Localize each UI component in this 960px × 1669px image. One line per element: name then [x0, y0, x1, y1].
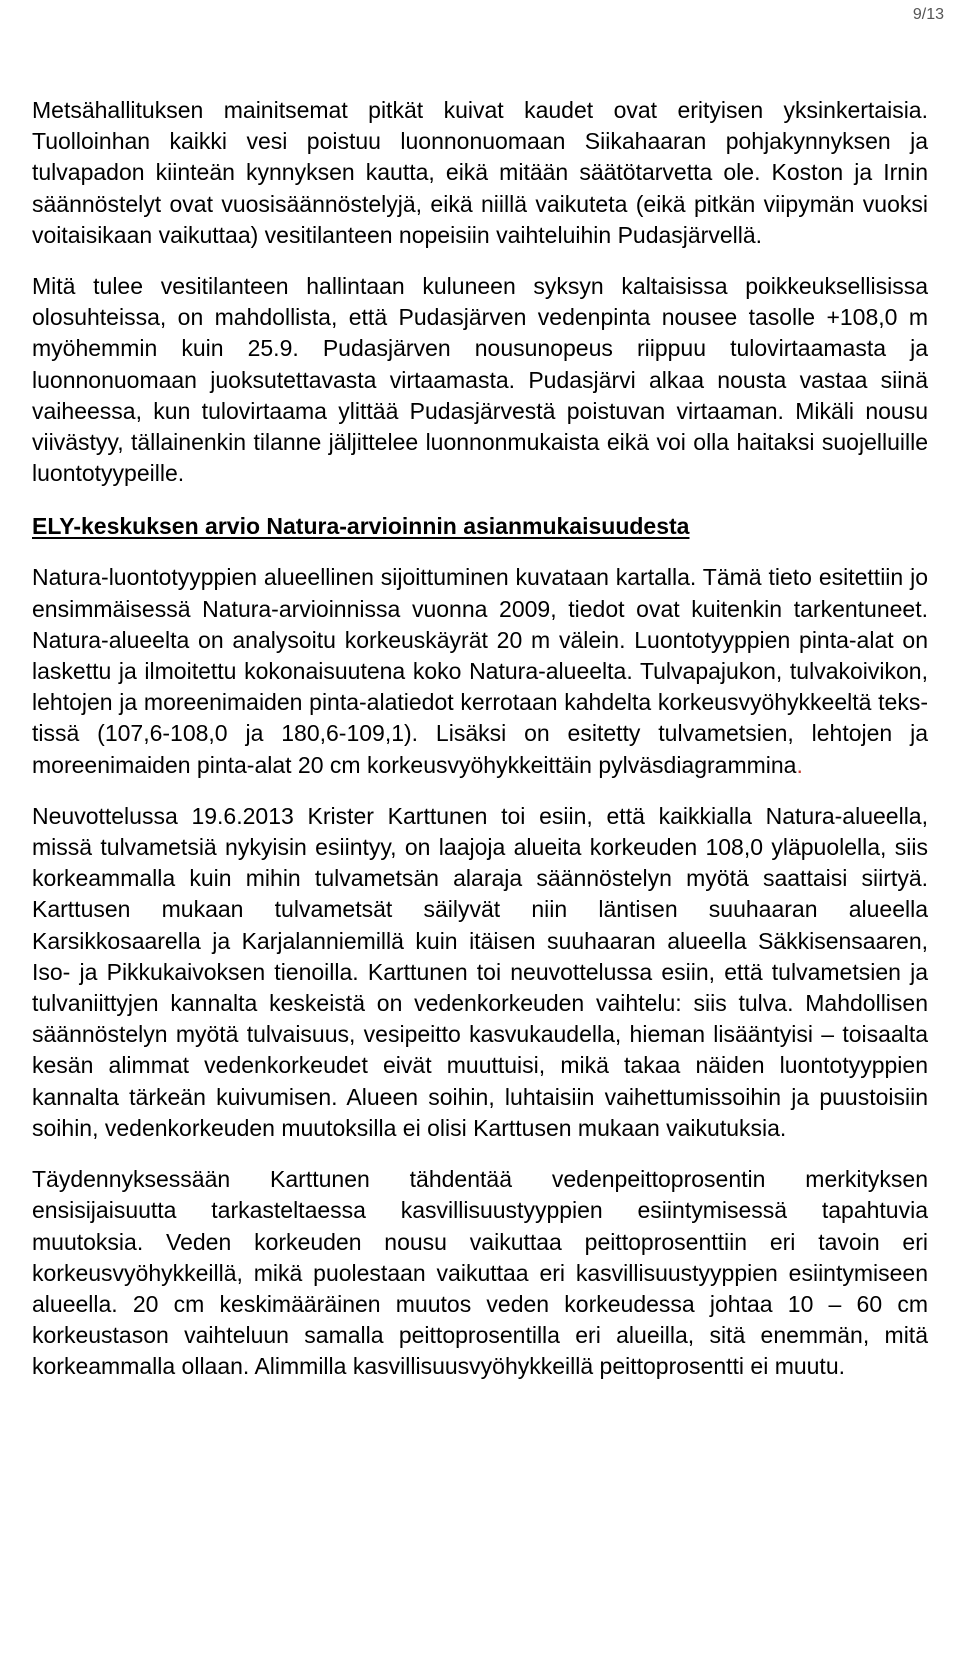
paragraph-dry-periods: Metsähallituksen mainitsemat pitkät kuivat kaudet ovat erityisen yksinkertaisia. Tuolloinhan kaikki vesi poistuu luonnonuomaan Siikahaaran pohjakynnyksen ja tulvapadon kiinteän kynnyksen kautta, eikä mitään säätötarvetta ole. Koston ja Irnin säännöstelyt ovat vuosisäännöstelyjä, eikä niillä vaikuteta (eikä pitkän viipymän vuoksi voitaisikaan vaikuttaa) vesitilanteen nopeisiin vaihteluihin Pudasjärvellä. — [32, 97, 928, 248]
paragraph-natura-habitats — [32, 562, 928, 780]
paragraph-natura-habitats-end: . — [796, 751, 803, 778]
paragraph-supplement: Täydennyksessään Karttunen tähdentää vedenpeittoprosentin merkityksen ensisijaisuutta tarkasteltaessa kasvillisuustyyppien esiintymisessä tapahtuvia muutoksia. Veden korkeuden nousu vaikuttaa peittoprosenttiin eri tavoin eri korkeusvyöhykkeillä, mikä puolestaan vaikuttaa eri kasvillisuustyyppien esiintymiseen alueella. 20 cm keskimääräinen muutos veden korkeudessa johtaa 10 – 60 cm korkeustason vaihteluun samalla peittoprosentilla eri alueilla, sitä enemmän, mitä korkeammalla ollaan. Alimmilla kasvillisuusvyöhykkeillä peittoprosentti ei muutu. — [32, 1166, 928, 1380]
paragraph-water-management: Mitä tulee vesitilanteen hallintaan kuluneen syksyn kaltaisissa poikkeuksellisissa olosuhteissa, on mahdollista, että Pudasjärven vedenpinta nousee tasolle +108,0 m myöhemmin kuin 25.9. Pudasjärven nousunopeus riippuu tulovirtaamasta ja luonnonuomaan juoksutettavasta virtaamasta. Pudasjärvi alkaa nousta vastaa siinä vaiheessa, kun tulovirtaama ylittää Pudasjärvestä poistuvan virtaaman. Mikäli nousu viivästyy, tällainenkin tilanne jäljittelee luonnonmukaista eikä voi olla haitaksi suojelluille luontotyypeille. — [32, 273, 928, 487]
paragraph-natura-habitats-text: Natura-luontotyyppien alueellinen sijoittuminen kuvataan kartalla. Tämä tieto esitettiin jo ensimmäisessä Natura-arvioinnissa vuonna 2009, tiedot ovat kuitenkin tarkentuneet. Natura-alueelta on analysoitu korkeuskäyrät 20 m välein. Luontotyyppien pinta-alat on laskettu ja ilmoitettu kokonaisuutena koko Natura-alueelta. Tulvapajukon, tulvakoivikon, lehtojen ja moreenimaiden pinta-alatiedot kerrotaan kahdelta korkeusvyöhykkeeltä tekstissä (107,6-108,0 ja 180,6-109,1). Lisäksi on esitetty tulvametsien, lehtojen ja moreenimaiden pinta-alat 20 cm korkeusvyöhykkeittäin pylväsdiagrammina — [32, 564, 928, 778]
document-body — [32, 95, 928, 1383]
section-heading: ELY-keskuksen arvio Natura-arvioinnin asianmukaisuudesta — [32, 513, 690, 540]
paragraph-negotiation: Neuvottelussa 19.6.2013 Krister Karttunen toi esiin, että kaikkialla Natura-alueella, missä tulvametsiä nykyisin esiintyy, on laajoja alueita korkeuden 108,0 yläpuolella, siis korkeammalla kuin mihin tulvametsän alaraja säännöstelyn myötä saattaisi siirtyä. Karttusen mukaan tulvametsät säilyvät niin läntisen suuhaaran alueella Karsikkosaarella ja Karjalanniemillä kuin itäisen suuhaaran alueella Säkkisensaaren, Iso- ja Pikkukaivoksen tienoilla. Karttunen toi neuvottelussa esiin, että tulvametsien ja tulvaniittyjen kannalta keskeistä on vedenkorkeuden vaihtelu: siis tulva. Mahdollisen säännöstelyn myötä tulvaisuus, vesipeitto kasvukaudella, hieman lisääntyisi – toisaalta kesän alimmat vedenkorkeudet eivät muuttuisi, mikä takaa näiden luontotyyppien kannalta tärkeän kuivumisen. Alueen soihin, luhtaisiin vaihettumissoihin ja puustoisiin soihin, vedenkorkeuden muutoksilla ei olisi Karttusen mukaan vaikutuksia. — [32, 802, 928, 1141]
page-number: 9/13 — [912, 6, 944, 23]
